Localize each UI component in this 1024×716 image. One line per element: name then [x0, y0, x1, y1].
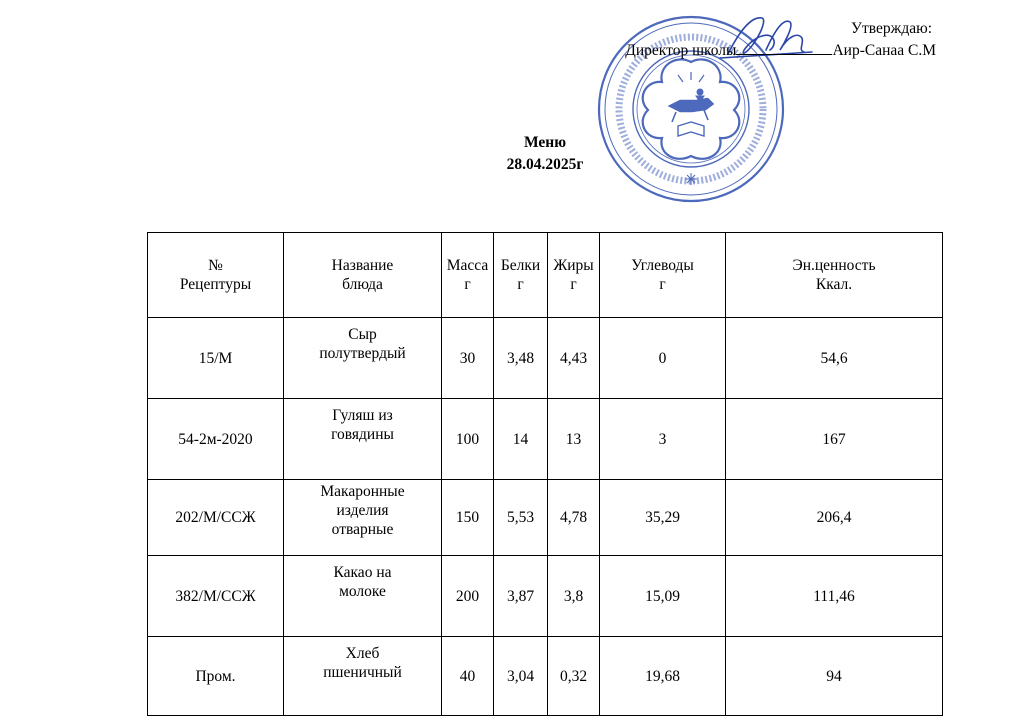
cell-energy: 111,46 [726, 556, 943, 637]
cell-carbs: 19,68 [600, 637, 726, 716]
cell-carbs: 0 [600, 318, 726, 399]
menu-title [470, 132, 620, 176]
cell-dish-name: Хлеб пшеничный [284, 637, 442, 716]
cell-dish-name: Макаронные изделия отварные [284, 480, 442, 556]
cell-dish-name: Сыр полутвердый [284, 318, 442, 399]
cell-energy: 94 [726, 637, 943, 716]
menu-table [147, 232, 943, 716]
cell-fat: 4,78 [548, 480, 600, 556]
cell-mass: 150 [442, 480, 494, 556]
table-row [148, 637, 943, 716]
cell-energy: 167 [726, 399, 943, 480]
cell-carbs: 15,09 [600, 556, 726, 637]
cell-protein: 5,53 [494, 480, 548, 556]
table-row [148, 318, 943, 399]
table-row [148, 399, 943, 480]
cell-fat: 4,43 [548, 318, 600, 399]
cell-fat: 0,32 [548, 637, 600, 716]
table-row [148, 556, 943, 637]
column-header-carbs: Углеводы г [600, 233, 726, 318]
cell-fat: 13 [548, 399, 600, 480]
table-row [148, 480, 943, 556]
cell-protein: 3,87 [494, 556, 548, 637]
approve-label: Утверждаю: [851, 20, 932, 37]
menu-date: 28.04.2025г [506, 156, 584, 173]
column-header-dish-name: Название блюда [284, 233, 442, 318]
director-name: Аир-Санаа С.М [832, 42, 936, 59]
column-header-energy: Эн.ценность Ккал. [726, 233, 943, 318]
cell-protein: 3,48 [494, 318, 548, 399]
signature-blank [736, 40, 832, 55]
cell-dish-name: Какао на молоке [284, 556, 442, 637]
director-label: Директор школы [625, 42, 737, 59]
cell-carbs: 35,29 [600, 480, 726, 556]
column-header-recipe: № Рецептуры [148, 233, 284, 318]
column-header-protein: Белки г [494, 233, 548, 318]
menu-heading: Меню [523, 134, 567, 151]
director-signature-line [625, 40, 936, 62]
cell-protein: 14 [494, 399, 548, 480]
approval-block [625, 18, 936, 62]
cell-dish-name: Гуляш из говядины [284, 399, 442, 480]
cell-mass: 200 [442, 556, 494, 637]
cell-protein: 3,04 [494, 637, 548, 716]
table-header-row [148, 233, 943, 318]
cell-recipe: Пром. [148, 637, 284, 716]
cell-recipe: 382/М/ССЖ [148, 556, 284, 637]
cell-energy: 206,4 [726, 480, 943, 556]
cell-fat: 3,8 [548, 556, 600, 637]
cell-mass: 30 [442, 318, 494, 399]
column-header-fat: Жиры г [548, 233, 600, 318]
cell-mass: 40 [442, 637, 494, 716]
cell-recipe: 54-2м-2020 [148, 399, 284, 480]
cell-recipe: 15/М [148, 318, 284, 399]
cell-energy: 54,6 [726, 318, 943, 399]
cell-recipe: 202/М/ССЖ [148, 480, 284, 556]
cell-mass: 100 [442, 399, 494, 480]
cell-carbs: 3 [600, 399, 726, 480]
column-header-mass: Масса г [442, 233, 494, 318]
